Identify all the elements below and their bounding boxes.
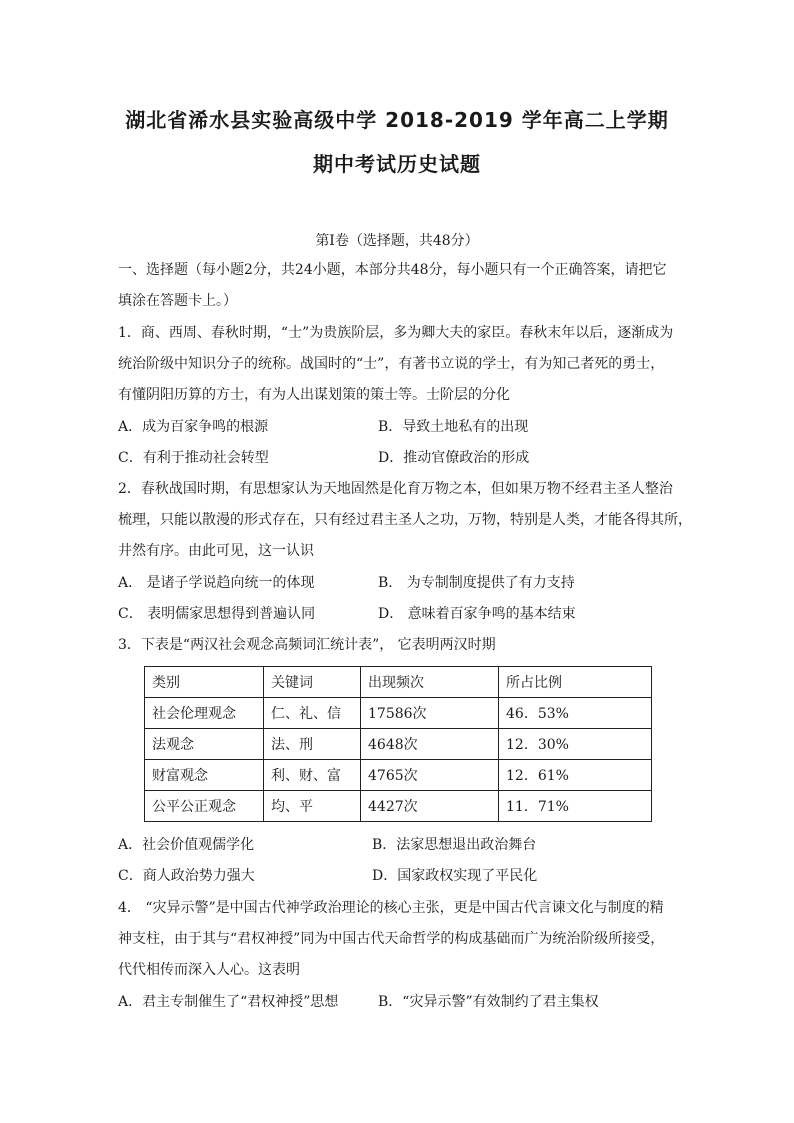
q2-option-b[interactable]: B． 为专制制度提供了有力支持 — [378, 575, 575, 591]
table-cell: 仁、礼、信 — [264, 698, 361, 729]
q1-option-a[interactable]: A．成为百家争鸣的根源 — [118, 419, 269, 435]
table-cell: 均、平 — [264, 791, 361, 822]
table-cell: 4648次 — [361, 729, 499, 760]
table-cell: 11．71% — [499, 791, 652, 822]
q1-option-b[interactable]: B．导致土地私有的出现 — [378, 419, 529, 435]
table-header-cell: 所占比例 — [499, 667, 652, 698]
table-cell: 社会伦理观念 — [145, 698, 264, 729]
q2-stem-line-3: 井然有序。由此可见，这一认识 — [118, 543, 314, 559]
section-header: 第Ⅰ卷（选择题，共48分） — [315, 233, 479, 249]
exam-title-line1: 湖北省浠水县实验高级中学 2018-2019 学年高二上学期 — [125, 108, 669, 132]
q1-stem-line-3: 有懂阴阳历算的方士，有为人出谋划策的策士等。士阶层的分化 — [118, 387, 510, 403]
q4-stem-line-3: 代代相传而深入人心。这表明 — [118, 962, 300, 978]
table-row — [145, 729, 652, 760]
q3-option-b[interactable]: B．法家思想退出政治舞台 — [372, 837, 537, 853]
table-header-cell: 关键词 — [264, 667, 361, 698]
q3-option-c[interactable]: C．商人政治势力强大 — [118, 868, 255, 884]
q3-stem-line-1: 3．下表是“两汉社会观念高频词汇统计表”， 它表明两汉时期 — [118, 637, 496, 653]
q4-option-a[interactable]: A．君主专制催生了“君权神授”思想 — [118, 994, 339, 1010]
table-header-cell: 出现频次 — [361, 667, 499, 698]
table-row — [145, 791, 652, 822]
q1-stem-line-2: 统治阶级中知识分子的统称。战国时的“士”，有著书立说的学士，有为知己者死的勇士， — [118, 356, 665, 372]
table-cell: 法、刑 — [264, 729, 361, 760]
table-cell: 利、财、富 — [264, 760, 361, 791]
q2-option-c[interactable]: C． 表明儒家思想得到普遍认同 — [118, 606, 316, 622]
table-cell: 46．53% — [499, 698, 652, 729]
exam-title-line2: 期中考试历史试题 — [313, 152, 481, 176]
instructions-line-1: 一、选择题（每小题2分，共24小题，本部分共48分，每小题只有一个正确答案，请把它 — [118, 262, 667, 278]
q3-option-d[interactable]: D．国家政权实现了平民化 — [372, 868, 538, 884]
table-cell: 17586次 — [361, 698, 499, 729]
q1-option-d[interactable]: D．推动官僚政治的形成 — [378, 450, 530, 466]
q1-stem-line-1: 1．商、西周、春秋时期，“士”为贵族阶层，多为卿大夫的家臣。春秋末年以后，逐渐成为 — [118, 325, 674, 341]
q4-stem-line-2: 神支柱，由于其与“君权神授”同为中国古代天命哲学的构成基础而广为统治阶级所接受， — [118, 931, 665, 947]
table-cell: 财富观念 — [145, 760, 264, 791]
q4-option-b[interactable]: B．“灾异示警”有效制约了君主集权 — [378, 994, 599, 1010]
q2-option-a[interactable]: A． 是诸子学说趋向统一的体现 — [118, 575, 315, 591]
q1-option-c[interactable]: C．有利于推动社会转型 — [118, 450, 269, 466]
table-cell: 12．61% — [499, 760, 652, 791]
table-cell: 4765次 — [361, 760, 499, 791]
word-frequency-table — [144, 666, 652, 822]
q2-stem-line-2: 梳理，只能以散漫的形式存在，只有经过君主圣人之功，万物，特别是人类，才能各得其所， — [118, 512, 692, 528]
q2-option-d[interactable]: D． 意味着百家争鸣的基本结束 — [378, 606, 576, 622]
q4-stem-line-1: 4． “灾异示警”是中国古代神学政治理论的核心主张，更是中国古代言谏文化与制度的精 — [118, 900, 664, 916]
table-cell: 法观念 — [145, 729, 264, 760]
q2-stem-line-1: 2．春秋战国时期，有思想家认为天地固然是化育万物之本，但如果万物不经君主圣人整治 — [118, 481, 673, 497]
table-cell: 4427次 — [361, 791, 499, 822]
table-row — [145, 760, 652, 791]
table-header-row — [145, 667, 652, 698]
table-cell: 12．30% — [499, 729, 652, 760]
instructions-line-2: 填涂在答题卡上。） — [118, 293, 237, 309]
table-row — [145, 698, 652, 729]
q3-option-a[interactable]: A．社会价值观儒学化 — [118, 837, 255, 853]
table-cell: 公平公正观念 — [145, 791, 264, 822]
table-header-cell: 类别 — [145, 667, 264, 698]
